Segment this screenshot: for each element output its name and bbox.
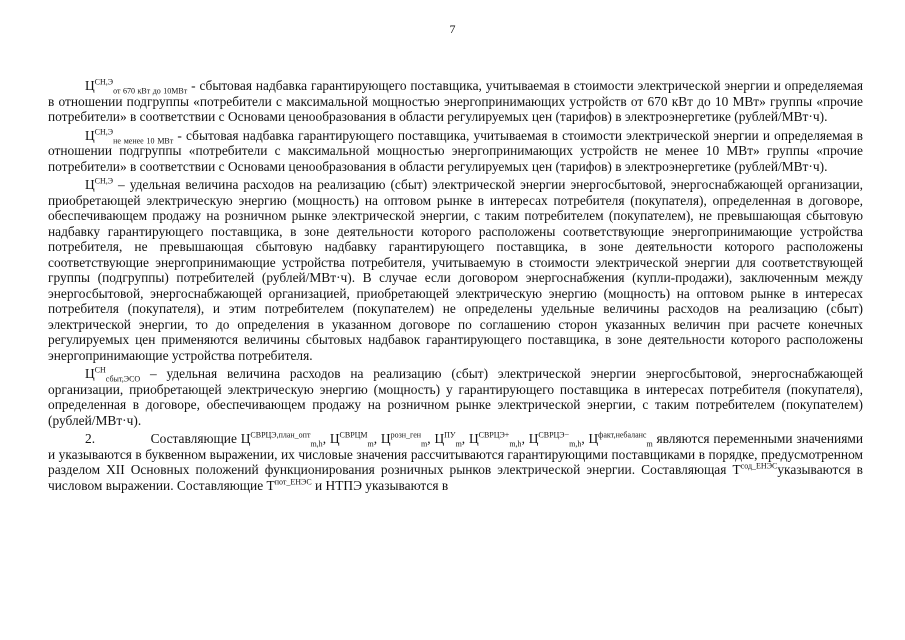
paragraph-text: - сбытовая надбавка гарантирующего поставщика, учитываемая в стоимости электрической энергии и определяемая в отношении подгруппы «потребители с максимальной мощностью энергопринимающих устройств от 670 кВт до 10 МВт» группы «прочие потребители» в соответствии с Основами ценообразования в области регулируемых цен (тарифов) в электроэнергетике (рублей/МВт·ч). (48, 78, 864, 124)
paragraph-sbyt-cost (48, 177, 863, 363)
symbol-t-sod: $Т^{сод\_ЕНЭС}$ (732, 461, 778, 477)
paragraph-text: – удельная величина расходов на реализацию (сбыт) электрической энергии энергосбытовой, энергоснабжающей организации, приобретающей электрическую энергию (мощность) на оптовом рынке в интересах потребителя (покупателя), определенная в договоре, обеспечивающем продажу на розничном рынке электрической энергии, с таким потребителем (покупателем), не превышающая сбытовую надбавку гарантирующего поставщика, в зоне деятельности которого расположены соответствующие энергопринимающие устройства потребителя, не превышающая сбытовую надбавку гарантирующего поставщика, в зоне деятельности которого расположены соответствующие энергопринимающие устройства потребителя, учитываемую в стоимости электрической энергии для соответствующей группы (подгруппы) потребителей (рублей/МВт·ч). В случае если договором энергоснабжения (купли-продажи), заключенным между энергосбытовой, энергоснабжающей организацией, приобретающей электрическую энергию (мощность) на оптовом рынке в интересах потребителя (покупателя), и этим потребителем (покупателем) не определены удельные величины расходов на реализацию (сбыт) электрической энергии, то до определения в указанном договоре по соглашению сторон указанных величин при расчете конечных регулируемых цен применяются величины сбытовых надбавок гарантирующего поставщика, в зоне деятельности которого расположены энергопринимающие устройства потребителя. (48, 177, 863, 363)
tariff-symbol: $Ц^{СН,Э}$ (85, 176, 114, 192)
page-number: 7 (449, 22, 456, 36)
symbol-pu: $Ц^{ПУ}_m$ (434, 430, 462, 449)
paragraph-text: – удельная величина расходов на реализацию (сбыт) электрической энергии энергосбытовой, энергоснабжающей организации, приобретающей электрическую энергию (мощность) у гарантирующего поставщика в интересах потребителя (покупателя), определенная в договоре, обеспечивающем продажу на розничном рынке электрической энергии, с таким потребителем (покупателем) (рублей/МВт·ч). (48, 366, 863, 428)
components-middle: указываются в числовом выражении. Составляющие (48, 462, 863, 493)
symbol-svrce-minus: $Ц^{СВРЦЭ-}_{m,h}$ (528, 430, 582, 449)
symbol-svrce-plan: $Ц^{СВРЦЭ,план\_опт}_{m,h}$ (240, 430, 323, 449)
paragraph-sbyt-eso (48, 366, 863, 428)
paragraph-sbyt-10mw (48, 128, 863, 175)
symbol-svrcm: $Ц^{СВРЦМ}_m$ (329, 430, 374, 449)
symbol-fact-nebalans: $Ц^{факт,небаланс}_m$ (588, 430, 653, 449)
paragraph-sbyt-670 (48, 78, 863, 125)
components-lead: Составляющие (150, 431, 237, 446)
components-after-symbols: являются переменными значениями и указываются в буквенном выражении, их числовые значения рассчитываются гарантирующими поставщиками в порядке, предусмотренном разделом XII Основных положений функционирования розничных рынков электрической энергии. Составляющая (48, 431, 863, 477)
paragraph-components: 2. Составляющие $Ц^{СВРЦЭ,план\_опт}_{m,h}$, $Ц^{СВРЦМ}_m$, $Ц^{розн\_ген}_m$, $Ц^{ПУ}_m$, $Ц^{СВРЦЭ+}_{m,h}$, $Ц^{СВРЦЭ-}_{m,h}$, $Ц^{факт,небаланс}_m$ являются переменными значениями и указываются в буквенном выражении, их числовые значения рассчитываются гарантирующими поставщиками в порядке, предусмотренном разделом XII Основных положений функционирования розничных рынков электрической энергии. Составляющая $Т^{сод\_ЕНЭС}указываются$ в числовом выражении. Составляющие $Т^{пот\_ЕНЭС}$ и НТПЭ указываются в (48, 430, 863, 493)
paragraph-text: - сбытовая надбавка гарантирующего поставщика, учитываемая в стоимости электрической энергии и определяемая в отношении подгруппы «потребители с максимальной мощностью энергопринимающих устройств не менее 10 МВт» группы «прочие потребители» в соответствии с Основами ценообразования в области регулируемых цен (тарифов) в электроэнергетике (рублей/МВт·ч). (48, 127, 863, 174)
symbol-rozn-gen: $Ц^{розн\_ген}_m$ (380, 430, 428, 449)
symbol-t-pot: $Т^{пот\_ЕНЭС}$ (266, 477, 312, 493)
symbol-svrce-plus: $Ц^{СВРЦЭ+}_{m,h}$ (468, 430, 522, 449)
document-body (48, 78, 863, 496)
list-number: 2. (85, 431, 96, 446)
components-tail: и НТПЭ указываются в (315, 477, 449, 493)
tariff-symbol: $Ц^{СН}_{сбыт,ЭСО}$ (85, 365, 141, 384)
tariff-symbol: $Ц^{СН,Э}_{не менее 10 МВт}$ (85, 127, 174, 146)
tariff-symbol: $Ц^{СН,Э}_{от 670 кВт до 10МВт}$ (85, 77, 188, 96)
